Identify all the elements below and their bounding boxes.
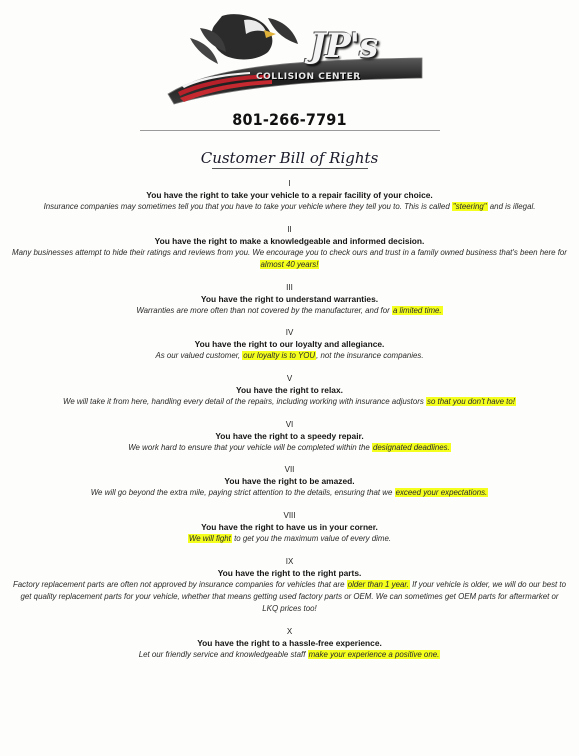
right-section <box>12 626 567 661</box>
right-section <box>12 282 567 317</box>
right-description <box>12 350 567 362</box>
logo-subtitle: COLLISION CENTER <box>256 72 361 82</box>
right-description <box>12 305 567 317</box>
right-section <box>12 327 567 362</box>
phone-number: 801-266-7791 <box>232 110 347 129</box>
highlighted-text: make your experience a positive one. <box>308 649 440 659</box>
description-text: We work hard to ensure that your vehicle will be completed within the <box>128 442 372 452</box>
description-text: Warranties are more often than not covered by the manufacturer, and for <box>136 305 392 315</box>
right-heading: You have the right to make a knowledgeable and informed decision. <box>154 235 425 246</box>
right-heading: You have the right to the right parts. <box>217 567 362 578</box>
description-text: Many businesses attempt to hide their ratings and reviews from you. We encourage you to check ours and trust in a family owned business that's been here for <box>12 247 567 257</box>
highlighted-text: so that you don't have to! <box>427 397 515 407</box>
right-section <box>12 224 567 271</box>
rights-list <box>12 178 567 672</box>
right-heading: You have the right to our loyalty and allegiance. <box>194 339 385 350</box>
right-numeral: VII <box>284 465 295 475</box>
highlighted-text: designated deadlines. <box>372 442 450 452</box>
highlighted-text: almost 40 years! <box>260 259 319 269</box>
right-numeral: VI <box>285 419 294 429</box>
description-text: If your vehicle is older, we will do our best to get quality replacement parts for your vehicle, whether that means getting used factory parts or OEM. We can sometimes get OEM parts for aftermarket or LKQ prices too! <box>20 579 567 614</box>
highlighted-text: older than 1 year. <box>347 579 409 589</box>
right-heading: You have the right to understand warranties. <box>200 293 379 304</box>
description-text: We will go beyond the extra mile, paying strict attention to the details, ensuring that we <box>90 488 395 498</box>
description-text: and is illegal. <box>487 202 536 211</box>
description-text: As our valued customer, <box>155 351 243 361</box>
right-description <box>12 247 567 271</box>
description-text: We will take it from here, handling every detail of the repairs, including working with insurance adjustors <box>63 397 427 407</box>
highlighted-text: We will fight <box>188 534 231 544</box>
right-heading: You have the right to have us in your corner. <box>201 522 378 533</box>
right-heading: You have the right to relax. <box>236 385 343 396</box>
description-text: Factory replacement parts are often not approved by insurance companies for vehicles that are <box>12 579 347 589</box>
description-text: Insurance companies may sometimes tell you that you have to take your vehicle where they tell you to. This is called <box>43 202 452 211</box>
right-description <box>12 533 567 545</box>
right-heading: You have the right to be amazed. <box>224 476 355 487</box>
right-heading: You have the right to take your vehicle to a repair facility of your choice. <box>146 190 433 200</box>
right-numeral: III <box>286 282 293 292</box>
right-numeral: V <box>286 374 293 384</box>
right-numeral: X <box>286 626 293 636</box>
right-section <box>12 419 567 454</box>
logo-graphic <box>160 8 430 108</box>
description-text: , not the insurance companies. <box>316 351 424 361</box>
right-section <box>12 464 567 499</box>
highlighted-text: a limited time. <box>392 305 442 315</box>
right-description <box>12 579 567 616</box>
company-logo <box>160 8 430 108</box>
title-underline <box>212 168 368 169</box>
description-text: to get you the maximum value of every dime. <box>231 534 392 544</box>
right-description <box>12 649 567 661</box>
page-title: Customer Bill of Rights <box>200 149 379 167</box>
right-description <box>12 396 567 408</box>
right-description <box>12 442 567 454</box>
right-numeral: IX <box>285 556 294 566</box>
right-numeral: IV <box>285 328 294 338</box>
right-description <box>12 487 567 499</box>
logo-wordmark: JP's <box>310 26 378 66</box>
right-section <box>12 510 567 545</box>
highlighted-text: exceed your expectations. <box>395 488 488 498</box>
header-divider <box>140 130 440 131</box>
right-numeral: I <box>288 179 291 188</box>
right-numeral: II <box>287 224 292 234</box>
right-heading: You have the right to a hassle-free experience. <box>197 637 382 648</box>
right-section <box>12 556 567 616</box>
highlighted-text: our loyalty is to YOU <box>243 351 316 361</box>
description-text: Let our friendly service and knowledgeable staff <box>138 649 308 659</box>
right-heading: You have the right to a speedy repair. <box>215 430 364 441</box>
right-section <box>12 373 567 408</box>
right-description <box>12 201 567 213</box>
highlighted-text: "steering" <box>452 202 487 211</box>
right-numeral: VIII <box>283 511 296 521</box>
right-section <box>12 178 567 213</box>
